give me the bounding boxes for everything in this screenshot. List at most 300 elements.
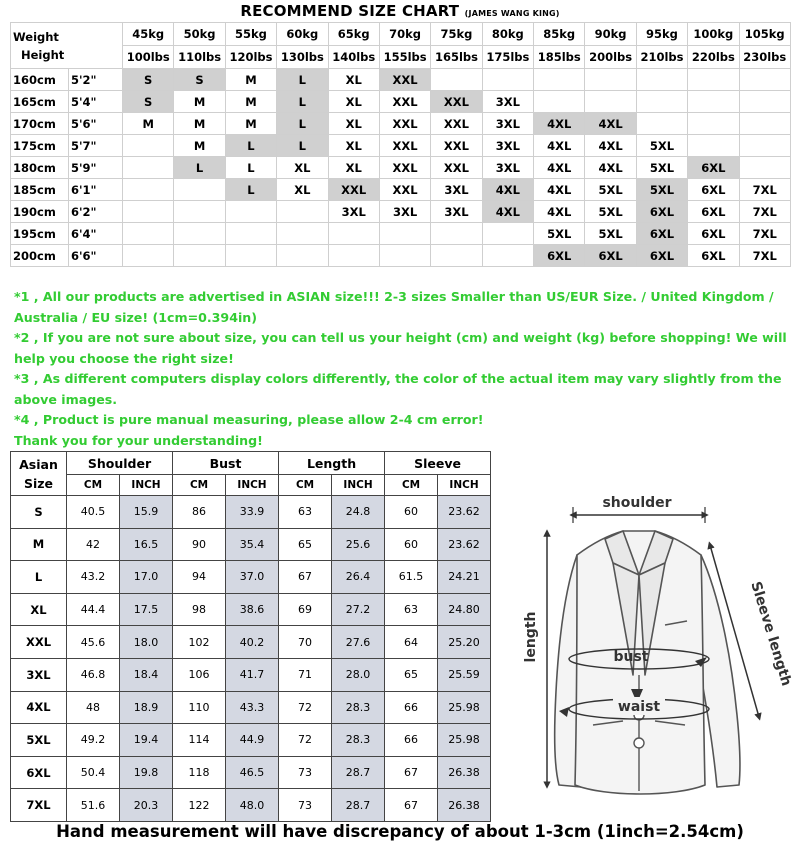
height-ft-cell: 6'2" — [69, 201, 123, 223]
weight-kg-row — [11, 23, 791, 46]
size-cell — [636, 91, 687, 113]
size-cell — [123, 179, 174, 201]
size-cell — [174, 223, 225, 245]
size-cell: M — [225, 91, 276, 113]
cm-value-cell: 48 — [67, 691, 120, 724]
inch-value-cell: 28.7 — [332, 756, 385, 789]
inch-value-cell: 28.3 — [332, 724, 385, 757]
size-cell: 6XL — [636, 201, 687, 223]
inch-value-cell: 18.4 — [120, 658, 173, 691]
height-cm-cell: 170cm — [11, 113, 69, 135]
inch-value-cell: 46.5 — [226, 756, 279, 789]
size-cell — [123, 223, 174, 245]
unit-cm-header: CM — [173, 475, 226, 496]
cm-value-cell: 73 — [279, 756, 332, 789]
cm-value-cell: 114 — [173, 724, 226, 757]
size-cell: 6XL — [688, 179, 739, 201]
size-cell: XXL — [431, 113, 482, 135]
size-name-cell: 4XL — [11, 691, 67, 724]
inch-value-cell: 26.4 — [332, 561, 385, 594]
size-cell: XL — [328, 91, 379, 113]
cm-value-cell: 66 — [385, 691, 438, 724]
size-cell — [431, 245, 482, 267]
size-cell: 5XL — [534, 223, 585, 245]
size-cell — [482, 223, 533, 245]
weight-kg-header: 55kg — [225, 23, 276, 46]
size-cell: 3XL — [482, 135, 533, 157]
note-1: *1 , All our products are advertised in ASIAN size!!! 2-3 sizes Smaller than US/EUR Size. / United Kingdom / Australia / EU size! (1cm=0.394in) — [14, 289, 774, 325]
measure-row — [11, 593, 491, 626]
length-label: length — [523, 611, 539, 663]
size-cell: 6XL — [636, 223, 687, 245]
note-thanks: Thank you for your understanding! — [14, 432, 263, 448]
footer-note: Hand measurement will have discrepancy of about 1-3cm (1inch=2.54cm) — [56, 822, 744, 841]
corner-height-label: Height — [21, 47, 65, 62]
size-cell: M — [225, 69, 276, 91]
size-cell: L — [277, 69, 328, 91]
size-cell: M — [174, 113, 225, 135]
size-cell: XXL — [379, 91, 430, 113]
unit-cm-header: CM — [385, 475, 438, 496]
size-name-cell: S — [11, 496, 67, 529]
cm-value-cell: 40.5 — [67, 496, 120, 529]
weight-lbs-header: 175lbs — [482, 46, 533, 69]
size-cell — [739, 69, 790, 91]
unit-inch-header: INCH — [120, 475, 173, 496]
measurement-table — [10, 451, 491, 822]
size-name-cell: 5XL — [11, 724, 67, 757]
size-cell — [636, 113, 687, 135]
button-icon — [634, 738, 644, 748]
size-cell — [123, 201, 174, 223]
weight-kg-header: 65kg — [328, 23, 379, 46]
corner-weight-label: Weight — [13, 29, 59, 44]
cm-value-cell: 94 — [173, 561, 226, 594]
inch-value-cell: 38.6 — [226, 593, 279, 626]
size-cell: 7XL — [739, 223, 790, 245]
cm-value-cell: 64 — [385, 626, 438, 659]
cm-value-cell: 66 — [385, 724, 438, 757]
cm-value-cell: 70 — [279, 626, 332, 659]
size-cell: 6XL — [688, 157, 739, 179]
unit-inch-header: INCH — [226, 475, 279, 496]
height-ft-cell: 5'9" — [69, 157, 123, 179]
measure-row — [11, 561, 491, 594]
inch-value-cell: 25.98 — [438, 724, 491, 757]
size-cell: 6XL — [688, 201, 739, 223]
inch-value-cell: 35.4 — [226, 528, 279, 561]
shoulder-label: shoulder — [602, 495, 672, 511]
size-cell — [431, 69, 482, 91]
weight-kg-header: 85kg — [534, 23, 585, 46]
cm-value-cell: 98 — [173, 593, 226, 626]
inch-value-cell: 33.9 — [226, 496, 279, 529]
size-cell: M — [225, 113, 276, 135]
size-cell — [688, 113, 739, 135]
weight-kg-header: 75kg — [431, 23, 482, 46]
size-cell: L — [277, 113, 328, 135]
cm-value-cell: 46.8 — [67, 658, 120, 691]
size-cell — [277, 201, 328, 223]
inch-value-cell: 26.38 — [438, 756, 491, 789]
weight-lbs-header: 220lbs — [688, 46, 739, 69]
size-cell — [123, 135, 174, 157]
inch-value-cell: 48.0 — [226, 789, 279, 822]
size-cell — [739, 91, 790, 113]
inch-value-cell: 43.3 — [226, 691, 279, 724]
measure-group-header: Shoulder — [67, 452, 173, 475]
recommend-size-table — [10, 22, 791, 267]
weight-height-corner — [11, 23, 123, 69]
inch-value-cell: 25.6 — [332, 528, 385, 561]
measure-row — [11, 496, 491, 529]
cm-value-cell: 50.4 — [67, 756, 120, 789]
inch-value-cell: 27.6 — [332, 626, 385, 659]
size-cell: 4XL — [585, 113, 636, 135]
size-cell: XXL — [379, 179, 430, 201]
size-cell: 7XL — [739, 201, 790, 223]
weight-kg-header: 50kg — [174, 23, 225, 46]
height-cm-cell: 160cm — [11, 69, 69, 91]
sleeve-length-label: Sleeve length — [747, 579, 795, 688]
cm-value-cell: 60 — [385, 496, 438, 529]
size-cell: 6XL — [636, 245, 687, 267]
inch-value-cell: 27.2 — [332, 593, 385, 626]
size-name-cell: 3XL — [11, 658, 67, 691]
size-cell — [123, 157, 174, 179]
size-cell: XL — [277, 179, 328, 201]
cm-value-cell: 102 — [173, 626, 226, 659]
inch-value-cell: 23.62 — [438, 528, 491, 561]
size-cell — [379, 245, 430, 267]
jacket-diagram — [505, 485, 795, 815]
cm-value-cell: 106 — [173, 658, 226, 691]
height-cm-cell: 175cm — [11, 135, 69, 157]
weight-kg-header: 60kg — [277, 23, 328, 46]
cm-value-cell: 65 — [385, 658, 438, 691]
size-cell: 3XL — [482, 113, 533, 135]
inch-value-cell: 24.80 — [438, 593, 491, 626]
unit-cm-header: CM — [67, 475, 120, 496]
size-cell: L — [277, 135, 328, 157]
size-cell — [688, 69, 739, 91]
size-cell: XXL — [379, 157, 430, 179]
height-row — [11, 245, 791, 267]
measure-group-header-row — [11, 452, 491, 475]
cm-value-cell: 73 — [279, 789, 332, 822]
height-ft-cell: 5'2" — [69, 69, 123, 91]
cm-value-cell: 118 — [173, 756, 226, 789]
size-name-cell: XXL — [11, 626, 67, 659]
height-ft-cell: 6'4" — [69, 223, 123, 245]
size-cell: XL — [328, 157, 379, 179]
measure-group-header: Sleeve — [385, 452, 491, 475]
size-cell: 4XL — [534, 157, 585, 179]
size-name-cell: 6XL — [11, 756, 67, 789]
cm-value-cell: 67 — [385, 789, 438, 822]
size-cell: 3XL — [482, 91, 533, 113]
note-2: *2 , If you are not sure about size, you can tell us your height (cm) and weight (kg) before shopping! We will help you choose the right size! — [14, 330, 787, 366]
size-cell — [174, 201, 225, 223]
measure-row — [11, 658, 491, 691]
asian-label: Asian — [19, 456, 58, 472]
size-cell — [585, 69, 636, 91]
height-row — [11, 69, 791, 91]
chart-title-main: RECOMMEND SIZE CHART — [240, 2, 460, 20]
size-cell: 3XL — [431, 201, 482, 223]
size-cell: XXL — [431, 91, 482, 113]
measure-row — [11, 724, 491, 757]
inch-value-cell: 25.98 — [438, 691, 491, 724]
cm-value-cell: 60 — [385, 528, 438, 561]
measure-row — [11, 528, 491, 561]
size-cell: 7XL — [739, 245, 790, 267]
inch-value-cell: 26.38 — [438, 789, 491, 822]
height-ft-cell: 5'6" — [69, 113, 123, 135]
weight-lbs-header: 100lbs — [123, 46, 174, 69]
size-name-cell: L — [11, 561, 67, 594]
height-row — [11, 179, 791, 201]
size-cell: 3XL — [379, 201, 430, 223]
weight-lbs-header: 120lbs — [225, 46, 276, 69]
cm-value-cell: 49.2 — [67, 724, 120, 757]
cm-value-cell: 63 — [279, 496, 332, 529]
size-name-cell: XL — [11, 593, 67, 626]
size-cell: 4XL — [482, 179, 533, 201]
height-row — [11, 113, 791, 135]
size-cell: 3XL — [328, 201, 379, 223]
inch-value-cell: 28.3 — [332, 691, 385, 724]
inch-value-cell: 19.8 — [120, 756, 173, 789]
size-cell: XL — [328, 135, 379, 157]
measure-group-header: Bust — [173, 452, 279, 475]
size-cell — [688, 91, 739, 113]
weight-lbs-header: 200lbs — [585, 46, 636, 69]
inch-value-cell: 40.2 — [226, 626, 279, 659]
cm-value-cell: 65 — [279, 528, 332, 561]
inch-value-cell: 25.59 — [438, 658, 491, 691]
inch-value-cell: 28.0 — [332, 658, 385, 691]
size-cell — [123, 245, 174, 267]
size-cell — [277, 245, 328, 267]
size-cell: XXL — [379, 113, 430, 135]
size-cell — [636, 69, 687, 91]
weight-kg-header: 95kg — [636, 23, 687, 46]
weight-kg-header: 100kg — [688, 23, 739, 46]
weight-lbs-row — [11, 46, 791, 69]
size-cell — [739, 157, 790, 179]
height-cm-cell: 180cm — [11, 157, 69, 179]
size-cell: S — [123, 69, 174, 91]
size-cell — [534, 91, 585, 113]
measure-row — [11, 626, 491, 659]
cm-value-cell: 43.2 — [67, 561, 120, 594]
size-cell: 4XL — [534, 201, 585, 223]
measure-group-header: Length — [279, 452, 385, 475]
size-cell: 5XL — [636, 179, 687, 201]
size-cell: 3XL — [431, 179, 482, 201]
size-label: Size — [23, 475, 54, 491]
note-4: *4 , Product is pure manual measuring, please allow 2-4 cm error! — [14, 412, 484, 427]
size-cell: M — [123, 113, 174, 135]
size-cell: L — [225, 157, 276, 179]
cm-value-cell: 63 — [385, 593, 438, 626]
note-3: *3 , As different computers display colors differently, the color of the actual item may vary slightly from the above images. — [14, 371, 782, 407]
size-cell: XXL — [379, 135, 430, 157]
height-ft-cell: 6'1" — [69, 179, 123, 201]
size-cell — [482, 69, 533, 91]
weight-kg-header: 90kg — [585, 23, 636, 46]
size-cell: XXL — [431, 157, 482, 179]
size-cell: 4XL — [534, 179, 585, 201]
height-cm-cell: 165cm — [11, 91, 69, 113]
size-cell — [225, 223, 276, 245]
cm-value-cell: 44.4 — [67, 593, 120, 626]
weight-lbs-header: 210lbs — [636, 46, 687, 69]
height-row — [11, 223, 791, 245]
cm-value-cell: 86 — [173, 496, 226, 529]
asian-size-header — [11, 452, 67, 496]
size-cell — [174, 245, 225, 267]
weight-lbs-header: 185lbs — [534, 46, 585, 69]
measure-row — [11, 756, 491, 789]
weight-lbs-header: 155lbs — [379, 46, 430, 69]
jacket-illustration — [505, 485, 795, 815]
cm-value-cell: 61.5 — [385, 561, 438, 594]
cm-value-cell: 122 — [173, 789, 226, 822]
weight-lbs-header: 130lbs — [277, 46, 328, 69]
size-cell — [174, 179, 225, 201]
chart-title-brand: (JAMES WANG KING) — [464, 9, 560, 18]
height-row — [11, 157, 791, 179]
height-row — [11, 135, 791, 157]
height-row — [11, 201, 791, 223]
size-cell: XXL — [379, 69, 430, 91]
inch-value-cell: 25.20 — [438, 626, 491, 659]
height-ft-cell: 5'7" — [69, 135, 123, 157]
size-cell: XL — [328, 69, 379, 91]
height-cm-cell: 185cm — [11, 179, 69, 201]
inch-value-cell: 24.8 — [332, 496, 385, 529]
height-row — [11, 91, 791, 113]
cm-value-cell: 110 — [173, 691, 226, 724]
size-cell: L — [174, 157, 225, 179]
weight-kg-header: 45kg — [123, 23, 174, 46]
height-cm-cell: 200cm — [11, 245, 69, 267]
size-cell: L — [277, 91, 328, 113]
weight-lbs-header: 110lbs — [174, 46, 225, 69]
unit-cm-header: CM — [279, 475, 332, 496]
size-cell: 5XL — [636, 157, 687, 179]
size-cell: 6XL — [688, 245, 739, 267]
size-cell: 4XL — [585, 135, 636, 157]
height-cm-cell: 190cm — [11, 201, 69, 223]
size-cell — [739, 135, 790, 157]
size-cell: XL — [277, 157, 328, 179]
inch-value-cell: 28.7 — [332, 789, 385, 822]
inch-value-cell: 17.0 — [120, 561, 173, 594]
cm-value-cell: 67 — [385, 756, 438, 789]
cm-value-cell: 45.6 — [67, 626, 120, 659]
weight-lbs-header: 230lbs — [739, 46, 790, 69]
weight-lbs-header: 165lbs — [431, 46, 482, 69]
size-cell — [585, 91, 636, 113]
height-cm-cell: 195cm — [11, 223, 69, 245]
size-cell: 6XL — [688, 223, 739, 245]
size-cell: 5XL — [636, 135, 687, 157]
size-name-cell: 7XL — [11, 789, 67, 822]
inch-value-cell: 17.5 — [120, 593, 173, 626]
size-name-cell: M — [11, 528, 67, 561]
size-cell: 5XL — [585, 201, 636, 223]
size-cell: L — [225, 179, 276, 201]
size-cell — [534, 69, 585, 91]
size-cell: 5XL — [585, 223, 636, 245]
inch-value-cell: 24.21 — [438, 561, 491, 594]
size-cell — [688, 135, 739, 157]
size-cell: L — [225, 135, 276, 157]
notes-block — [14, 287, 790, 451]
unit-inch-header: INCH — [438, 475, 491, 496]
size-cell: M — [174, 91, 225, 113]
inch-value-cell: 23.62 — [438, 496, 491, 529]
weight-kg-header: 70kg — [379, 23, 430, 46]
size-cell — [225, 245, 276, 267]
size-cell: 4XL — [482, 201, 533, 223]
inch-value-cell: 37.0 — [226, 561, 279, 594]
size-cell — [277, 223, 328, 245]
height-ft-cell: 6'6" — [69, 245, 123, 267]
size-cell — [225, 201, 276, 223]
inch-value-cell: 18.9 — [120, 691, 173, 724]
size-cell: S — [174, 69, 225, 91]
cm-value-cell: 72 — [279, 724, 332, 757]
unit-inch-header: INCH — [332, 475, 385, 496]
size-cell — [431, 223, 482, 245]
size-cell: 4XL — [534, 113, 585, 135]
weight-kg-header: 105kg — [739, 23, 790, 46]
size-cell: 3XL — [482, 157, 533, 179]
waist-label: waist — [617, 699, 661, 715]
weight-kg-header: 80kg — [482, 23, 533, 46]
height-ft-cell: 5'4" — [69, 91, 123, 113]
size-cell: 4XL — [534, 135, 585, 157]
measure-row — [11, 691, 491, 724]
inch-value-cell: 20.3 — [120, 789, 173, 822]
size-cell — [328, 223, 379, 245]
cm-value-cell: 69 — [279, 593, 332, 626]
weight-lbs-header: 140lbs — [328, 46, 379, 69]
chart-title — [0, 2, 800, 20]
size-cell: XXL — [328, 179, 379, 201]
measure-row — [11, 789, 491, 822]
size-cell — [379, 223, 430, 245]
inch-value-cell: 16.5 — [120, 528, 173, 561]
size-cell — [739, 113, 790, 135]
unit-header-row — [11, 475, 491, 496]
cm-value-cell: 72 — [279, 691, 332, 724]
size-cell: XL — [328, 113, 379, 135]
cm-value-cell: 90 — [173, 528, 226, 561]
size-cell — [482, 245, 533, 267]
inch-value-cell: 19.4 — [120, 724, 173, 757]
size-cell: M — [174, 135, 225, 157]
bust-label: bust — [613, 649, 649, 665]
size-cell — [328, 245, 379, 267]
cm-value-cell: 67 — [279, 561, 332, 594]
inch-value-cell: 18.0 — [120, 626, 173, 659]
cm-value-cell: 71 — [279, 658, 332, 691]
